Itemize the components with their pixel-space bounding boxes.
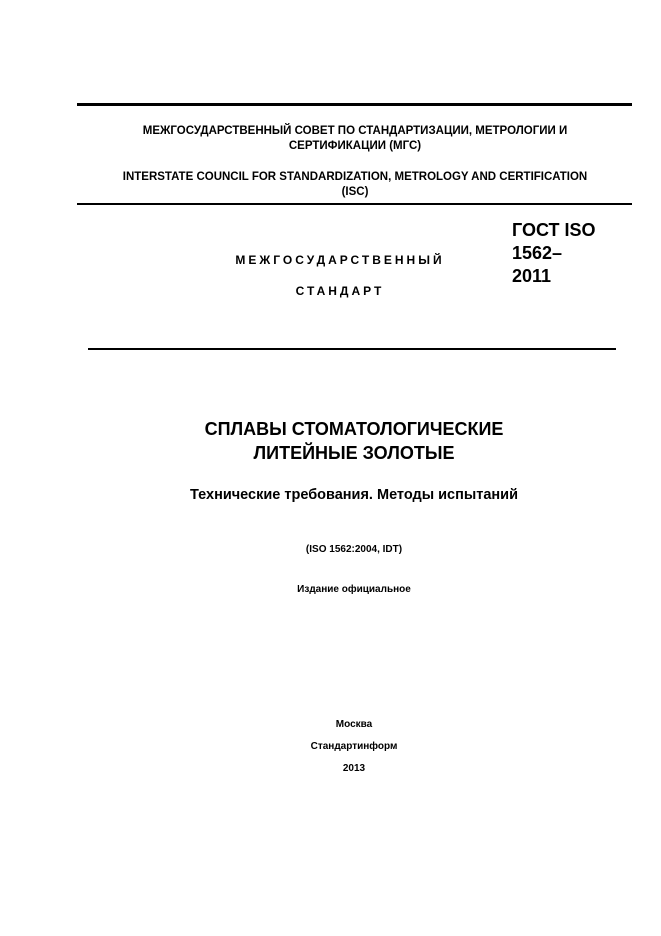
imprint-year: 2013 xyxy=(342,763,366,774)
council-ru-line1: МЕЖГОСУДАРСТВЕННЫЙ СОВЕТ ПО СТАНДАРТИЗАЦИИ, МЕТРОЛОГИИ И xyxy=(142,125,568,137)
designation-line2: 1562– xyxy=(512,243,563,263)
top-rule xyxy=(77,103,632,106)
edition-note: Издание официальное xyxy=(297,584,411,595)
standard-kind-line2: СТАНДАРТ xyxy=(295,284,385,298)
standard-designation xyxy=(512,219,632,288)
council-en-line2: (ISC) xyxy=(341,186,369,198)
designation-line3: 2011 xyxy=(512,266,552,286)
council-ru-line2: СЕРТИФИКАЦИИ (МГС) xyxy=(288,140,422,152)
title-line1: СПЛАВЫ СТОМАТОЛОГИЧЕСКИЕ xyxy=(204,419,504,439)
imprint-place: Москва xyxy=(335,719,373,730)
iso-reference: (ISO 1562:2004, IDT) xyxy=(305,544,403,555)
designation-line1: ГОСТ ISO xyxy=(512,220,596,240)
section-rule xyxy=(88,348,616,350)
document-title xyxy=(100,417,608,465)
title-line2: ЛИТЕЙНЫЕ ЗОЛОТЫЕ xyxy=(253,443,455,463)
council-en-line1: INTERSTATE COUNCIL FOR STANDARDIZATION, METROLOGY AND CERTIFICATION xyxy=(122,171,588,183)
standard-kind xyxy=(205,245,475,307)
council-name-ru xyxy=(70,124,640,154)
document-subtitle: Технические требования. Методы испытаний xyxy=(190,487,518,503)
imprint-publisher: Стандартинформ xyxy=(310,741,398,752)
header-rule xyxy=(77,203,632,205)
council-name-en xyxy=(70,170,640,200)
standard-kind-line1: МЕЖГОСУДАРСТВЕННЫЙ xyxy=(235,253,445,267)
